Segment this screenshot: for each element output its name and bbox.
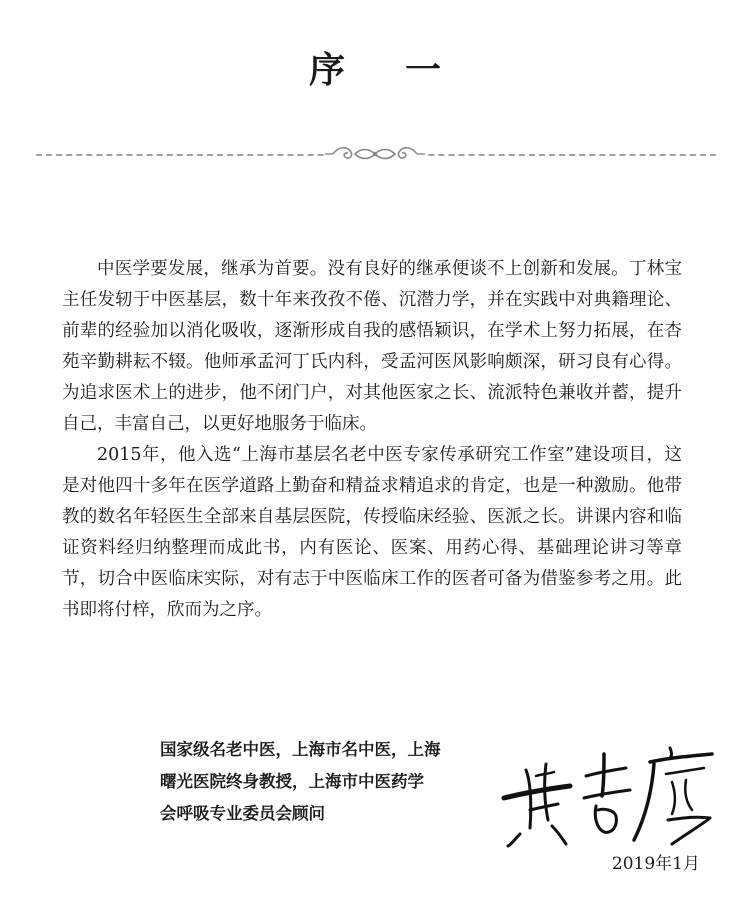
paragraph-1: 中医学要发展，继承为首要。没有良好的继承便谈不上创新和发展。丁林宝主任发轫于中医基层，数十年来孜孜不倦、沉潜力学，并在实践中对典籍理论、前辈的经验加以消化吸收，逐渐形成自我的感悟颖识，在学术上努力拓展，在杏苑辛勤耕耘不辍。他师承孟河丁氏内科，受孟河医风影响颇深，研习良有心得。为追求医术上的进步，他不闭门户，对其他医家之长、流派特色兼收并蓄，提升自己，丰富自己，以更好地服务于临床。 <box>62 259 682 434</box>
handwritten-signature <box>500 740 720 850</box>
author-line-3: 会呼吸专业委员会顾问 <box>160 804 325 823</box>
author-line-2: 曙光医院终身教授，上海市中医药学 <box>160 772 424 791</box>
paragraph-2: 2015年，他入选“上海市基层名老中医专家传承研究工作室”建设项目，这是对他四十多年在医学道路上勤奋和精益求精追求的肯定，也是一种激励。他带教的数名年轻医生全部来自基层医院，传授临床经验、医派之长。讲课内容和临证资料经归纳整理而成此书，内有医论、医案、用药心得、基础理论讲习等章节，切合中医临床实际，对有志于中医临床工作的医者可备为借鉴参考之用。此书即将付梓，欣而为之序。 <box>62 445 682 620</box>
date: 2019年1月 <box>611 854 700 874</box>
author-credentials <box>160 734 490 830</box>
preface-body <box>62 254 682 626</box>
cloud-ornament-icon <box>325 142 425 166</box>
page-title: 序一 <box>308 49 501 91</box>
author-line-1: 国家级名老中医，上海市名中医，上海 <box>160 740 441 759</box>
